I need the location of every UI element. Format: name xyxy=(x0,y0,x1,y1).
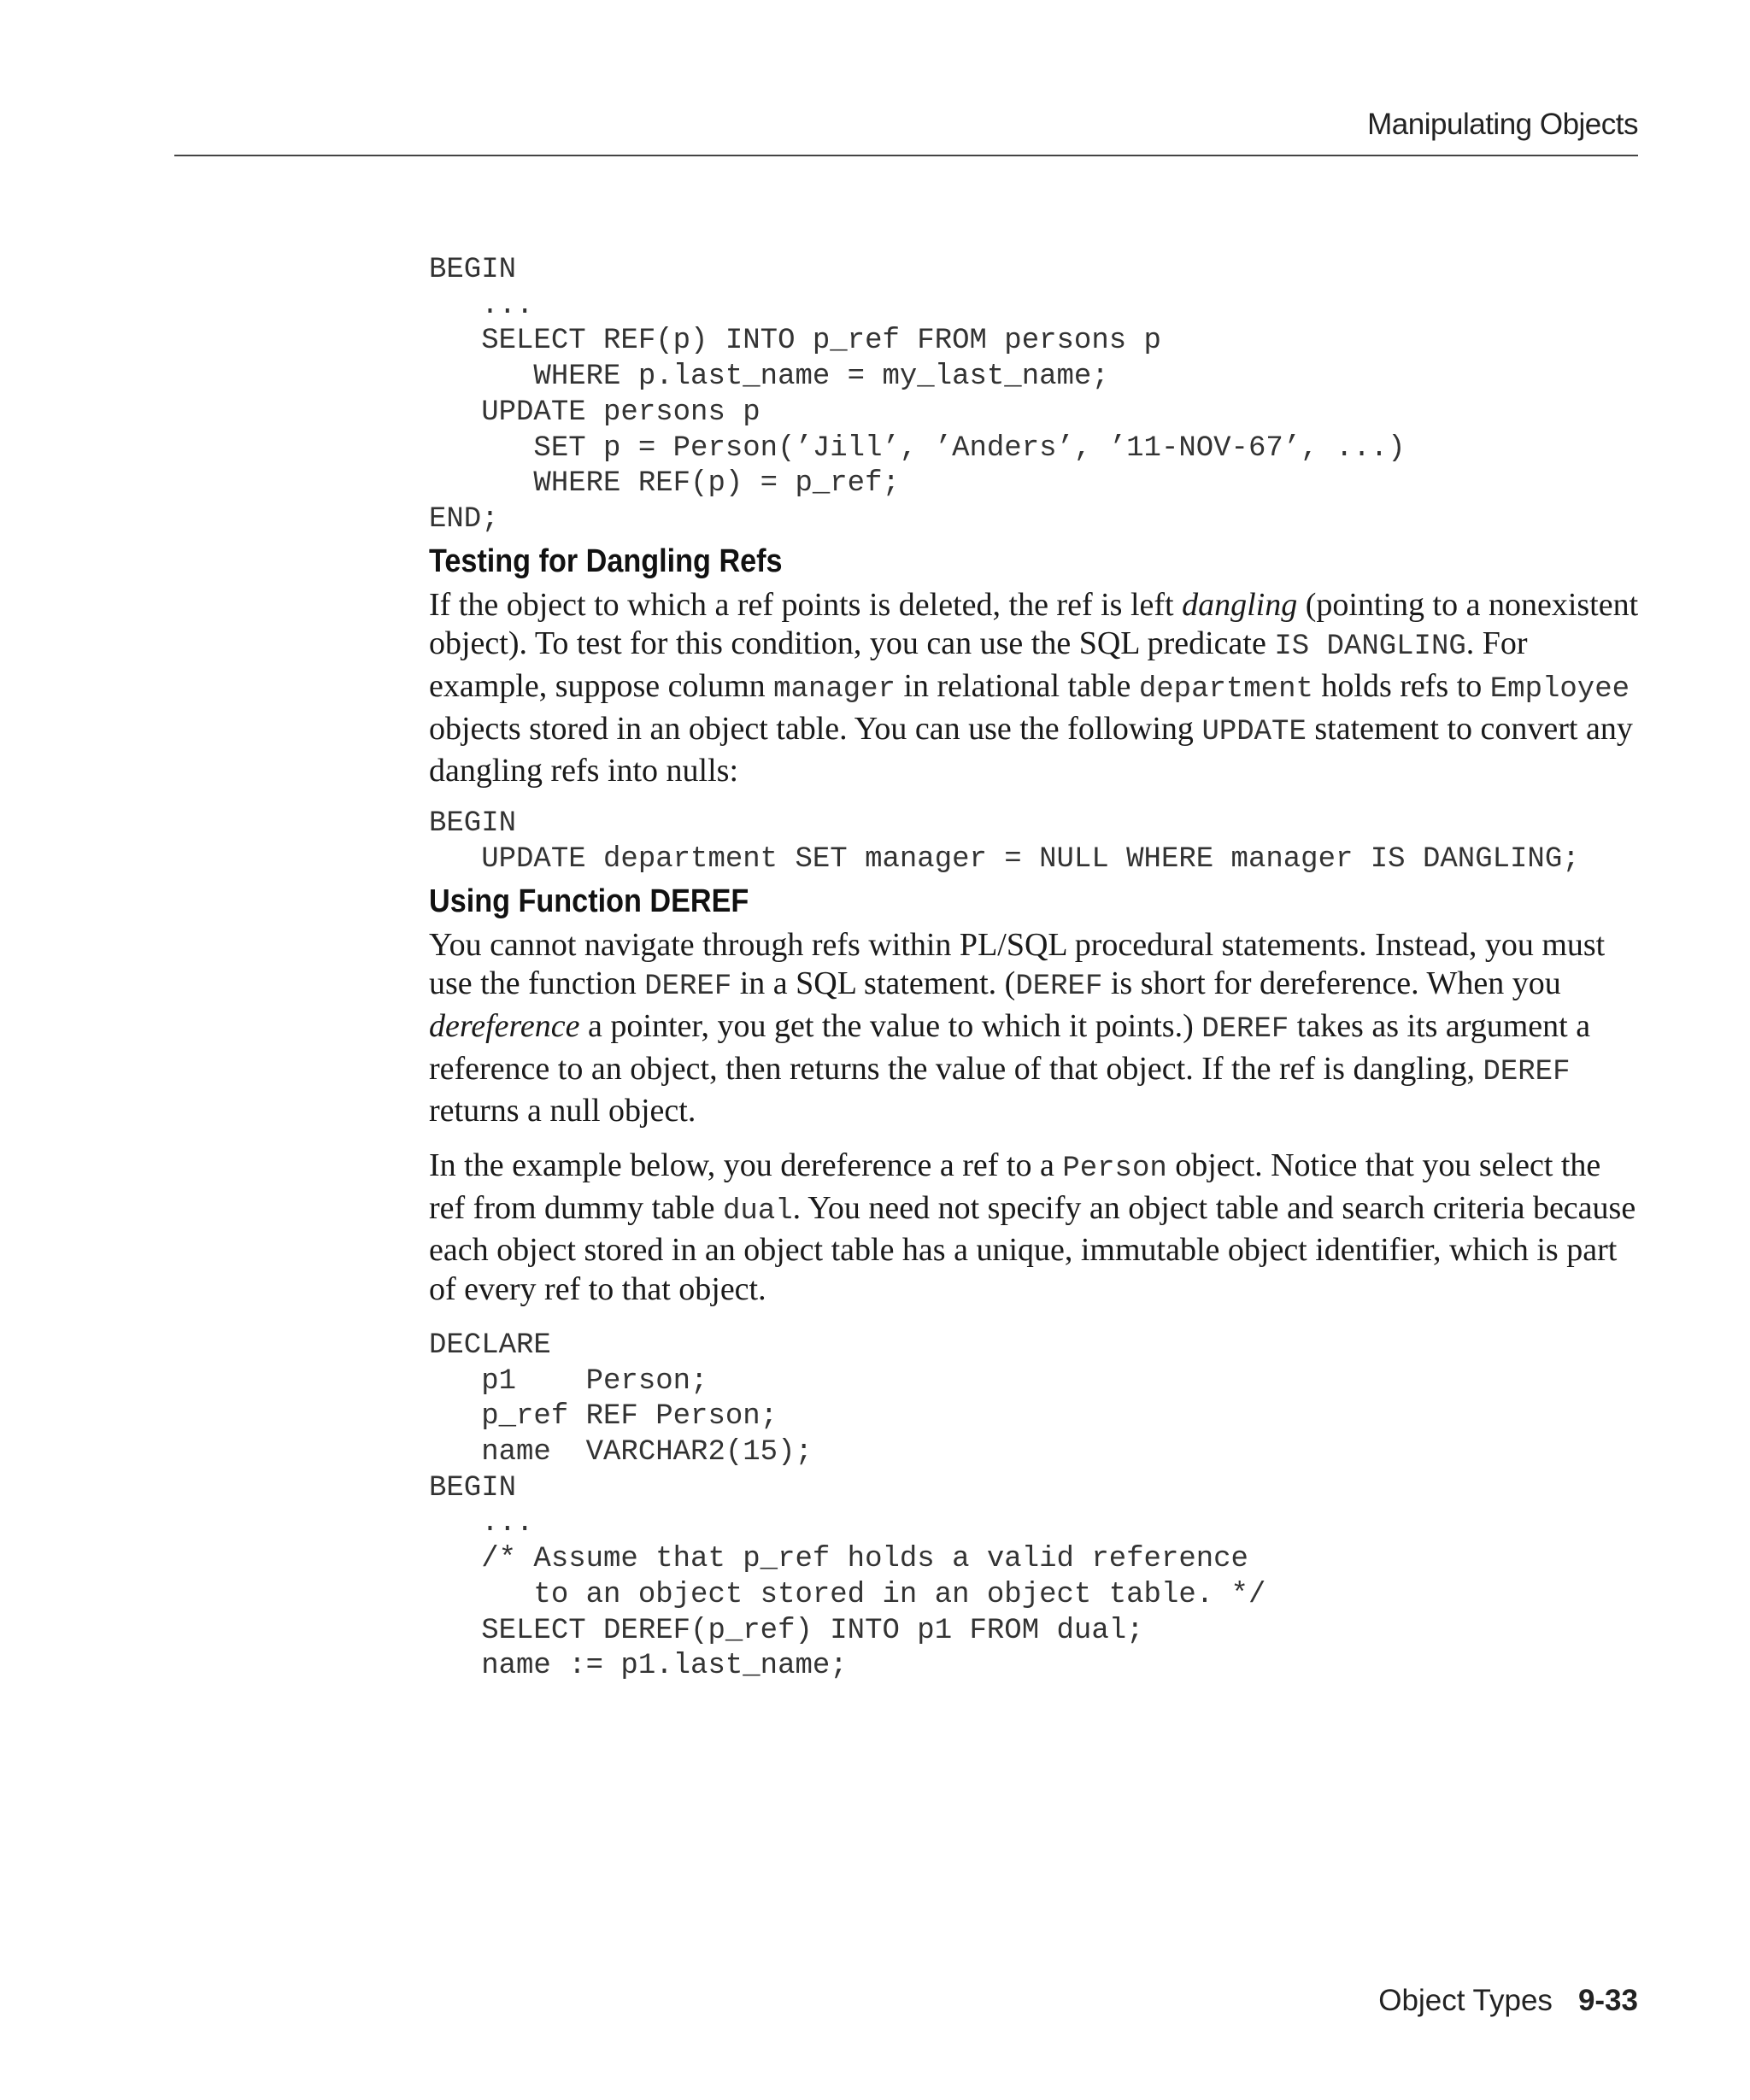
text-run: a pointer, you get the value to which it points.) xyxy=(579,1007,1202,1044)
inline-code: DEREF xyxy=(1483,1055,1571,1088)
text-run: returns a null object. xyxy=(429,1093,696,1129)
text-run: (pointing to a nonexistent object). To test for this condition, you can use the SQL predicate xyxy=(429,586,1639,662)
inline-code: department xyxy=(1138,673,1313,707)
inline-code: IS DANGLING xyxy=(1274,631,1466,664)
footer-chapter-title: Object Types xyxy=(1378,1984,1553,2017)
text-run: object. Notice that you select the ref from dummy table xyxy=(429,1147,1601,1226)
page-content xyxy=(429,253,1642,1685)
running-footer xyxy=(1378,1984,1638,2018)
text-run: You cannot navigate through refs within PL/SQL procedural statements. Instead, you must use the function xyxy=(429,926,1606,1002)
text-run: statement to convert any dangling refs into nulls: xyxy=(429,710,1633,789)
section-heading-using-deref: Using Function DEREF xyxy=(429,883,749,919)
code-block-dangling-update: BEGIN UPDATE department SET manager = NULL WHERE manager IS DANGLING; xyxy=(429,807,1580,876)
inline-code: DEREF xyxy=(1201,1012,1289,1046)
text-run: in a SQL statement. ( xyxy=(731,965,1016,1002)
inline-code: DEREF xyxy=(644,971,732,1004)
emphasis-term: dereference xyxy=(429,1007,580,1044)
text-run: If the object to which a ref points is deleted, the ref is left xyxy=(429,586,1183,623)
text-run: is short for dereference. When you xyxy=(1102,965,1561,1002)
header-rule xyxy=(174,155,1638,156)
code-block-update-person: BEGIN ... SELECT REF(p) INTO p_ref FROM persons p WHERE p.last_name = my_last_name; UPDATE persons p SET p = Person(’Jill’, ’Anders’, ’11-NOV-67’, ...) WHERE REF(p) = p_ref; END; xyxy=(429,254,1406,536)
inline-code: UPDATE xyxy=(1201,715,1307,748)
emphasis-term: dangling xyxy=(1182,586,1298,623)
text-run: . You need not specify an object table and search criteria because each object stored in an object table has a unique, immutable object identifier, which is part of every ref to that object. xyxy=(429,1189,1636,1308)
code-block-deref-example: DECLARE p1 Person; p_ref REF Person; name VARCHAR2(15); BEGIN ... /* Assume that p_ref holds a valid reference to an object stored in an object table. */ SELECT DEREF(p_ref) INTO p1 FROM dual; name := p1.last_name; xyxy=(429,1329,1266,1683)
paragraph-deref-intro xyxy=(429,926,1642,1132)
text-run: objects stored in an object table. You can use the following xyxy=(429,710,1202,747)
section-heading-dangling-refs: Testing for Dangling Refs xyxy=(429,543,783,579)
inline-code: Person xyxy=(1062,1153,1167,1186)
text-run: holds refs to xyxy=(1312,668,1490,705)
inline-code: Employee xyxy=(1489,673,1630,707)
inline-code: dual xyxy=(723,1194,793,1228)
page-number: 9-33 xyxy=(1577,1984,1638,2017)
inline-code: DEREF xyxy=(1015,971,1103,1004)
text-run: In the example below, you dereference a ref to a xyxy=(429,1147,1063,1184)
text-run: . For example, suppose column xyxy=(429,625,1528,705)
running-header: Manipulating Objects xyxy=(1367,108,1638,141)
text-run: takes as its argument a reference to an object, then returns the value of that object. If the ref is dangling, xyxy=(429,1007,1591,1087)
paragraph-dangling-refs xyxy=(429,586,1642,792)
text-run: in relational table xyxy=(895,668,1139,705)
inline-code: manager xyxy=(773,673,896,707)
paragraph-deref-example xyxy=(429,1147,1642,1310)
